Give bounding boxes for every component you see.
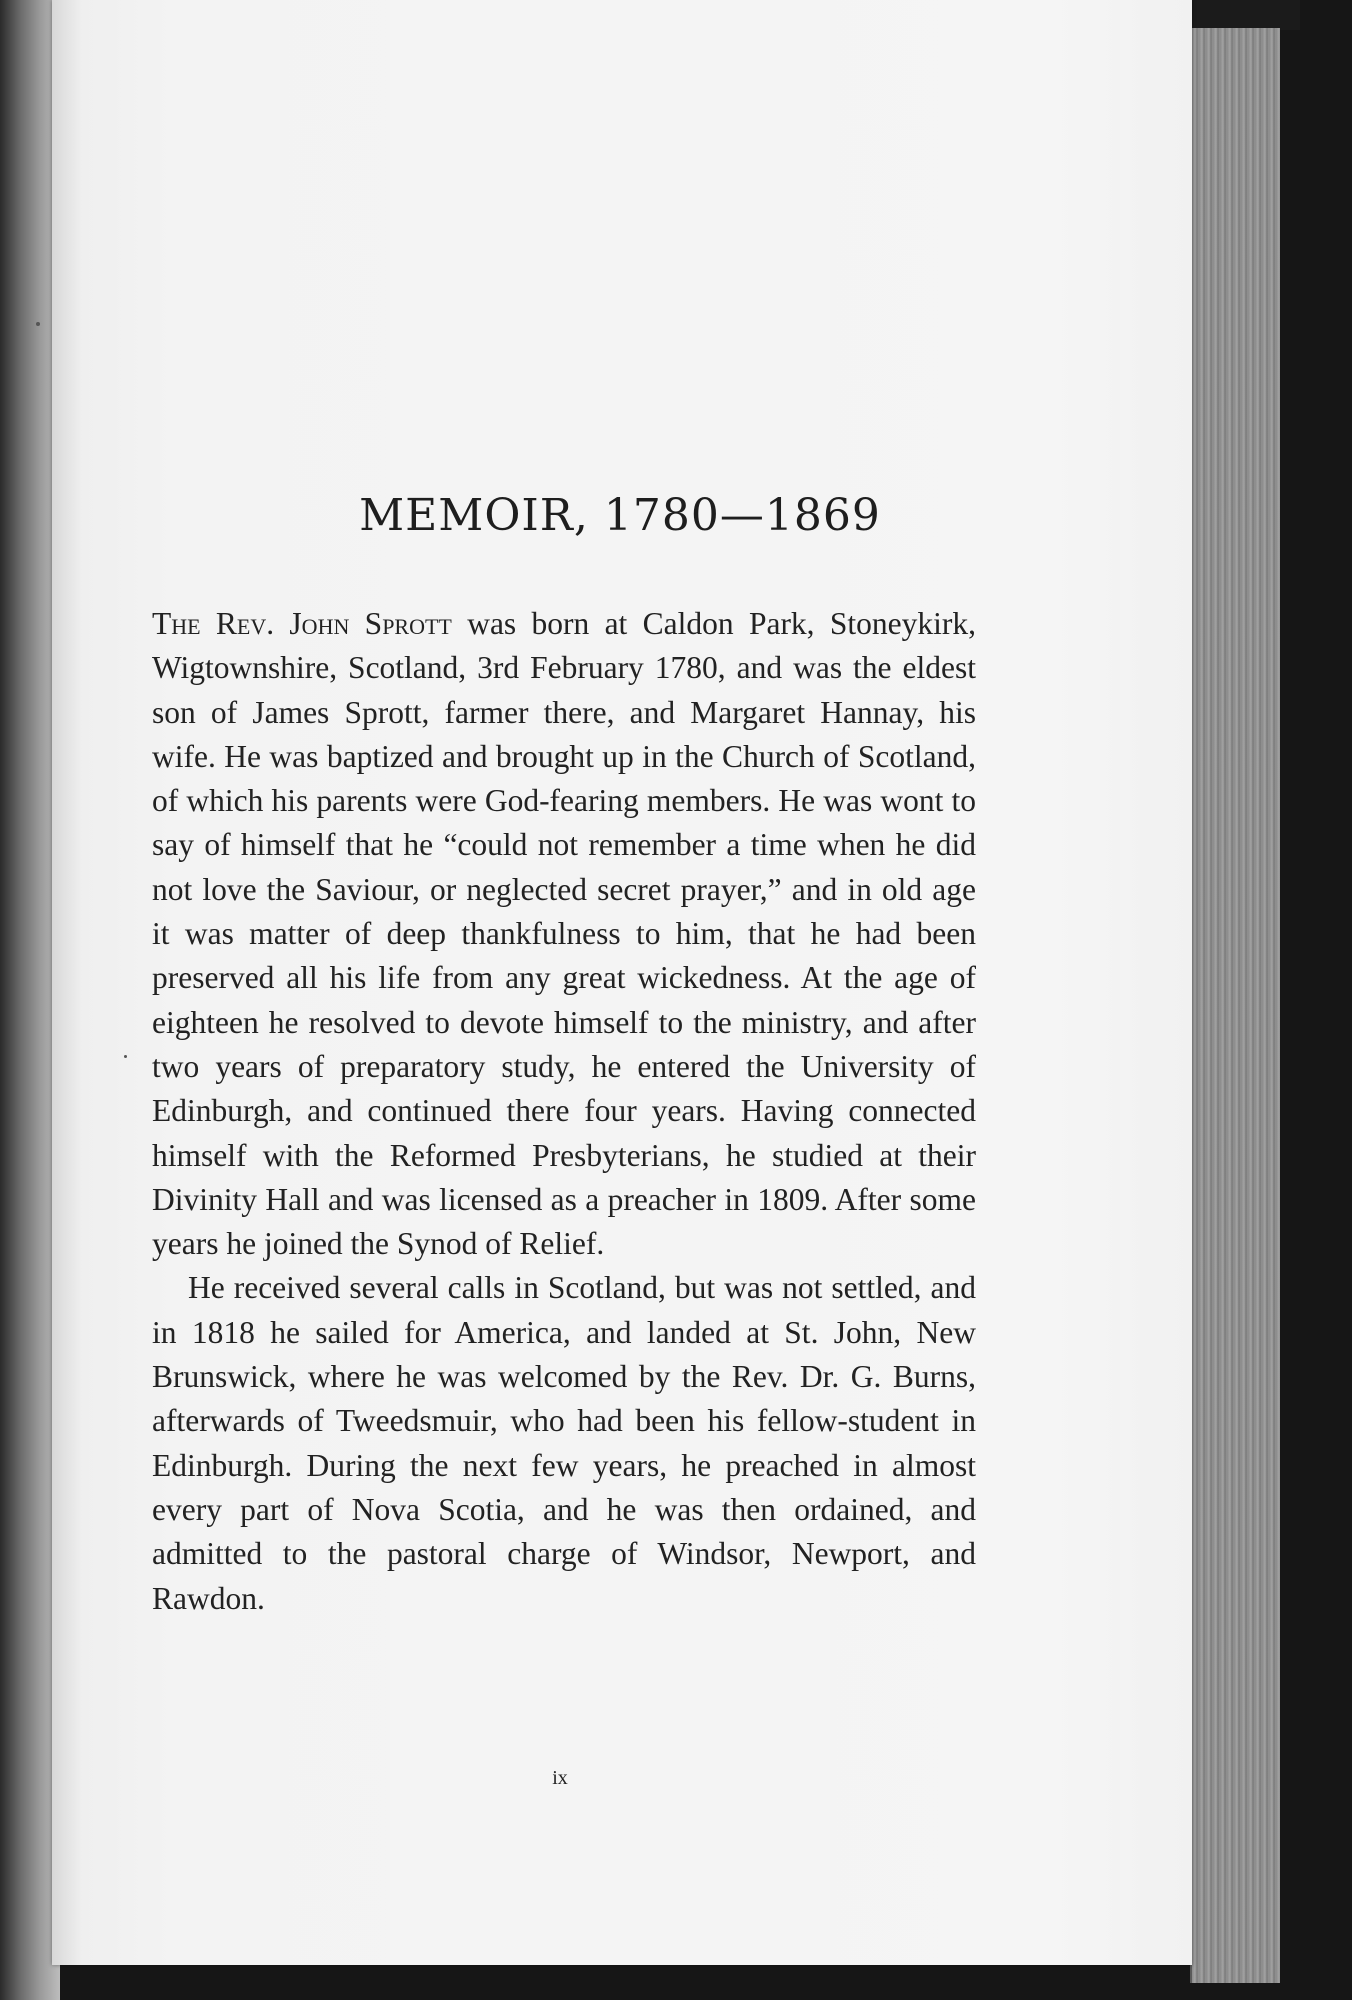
memoir-body	[152, 602, 976, 1621]
background-top-right	[1190, 0, 1300, 30]
paper-speck	[124, 1055, 127, 1058]
paragraph-2: He received several calls in Scotland, but was not settled, and in 1818 he sailed for America, and landed at St. John, New Brunswick, where he was welcomed by the Rev. Dr. G. Burns, afterwards of Tweedsmuir, who had been his fellow-student in Edinburgh. During the next few years, he preached in almost every part of Nova Scotia, and he was then ordained, and admitted to the pastoral charge of Windsor, Newport, and Rawdon.	[152, 1270, 976, 1616]
paragraph-1	[152, 602, 976, 1266]
page-block-edges	[1190, 28, 1280, 1983]
page-number: ix	[552, 1767, 568, 1789]
book-spine-left	[0, 0, 60, 2000]
opening-smallcaps: The Rev. John Sprott	[152, 606, 452, 641]
page-title: MEMOIR, 1780—1869	[359, 490, 881, 541]
paragraph-1-text: was born at Caldon Park, Stoneykirk, Wigtownshire, Scotland, 3rd February 1780, and was the eldest son of James Sprott, farmer there, and Margaret Hannay, his wife. He was baptized and brought up in the Church of Scotland, of which his parents were God-fearing members. He was wont to say of himself that he “could not remember a time when he did not love the Saviour, or neglected secret prayer,” and in old age it was matter of deep thankfulness to him, that he had been preserved all his life from any great wickedness. At the age of eighteen he resolved to devote himself to the ministry, and after two years of preparatory study, he entered the University of Edinburgh, and continued there four years. Having connected himself with the Reformed Presbyterians, he studied at their Divinity Hall and was licensed as a preacher in 1809. After some years he joined the Synod of Relief.	[152, 606, 976, 1262]
paper-speck	[36, 322, 40, 326]
